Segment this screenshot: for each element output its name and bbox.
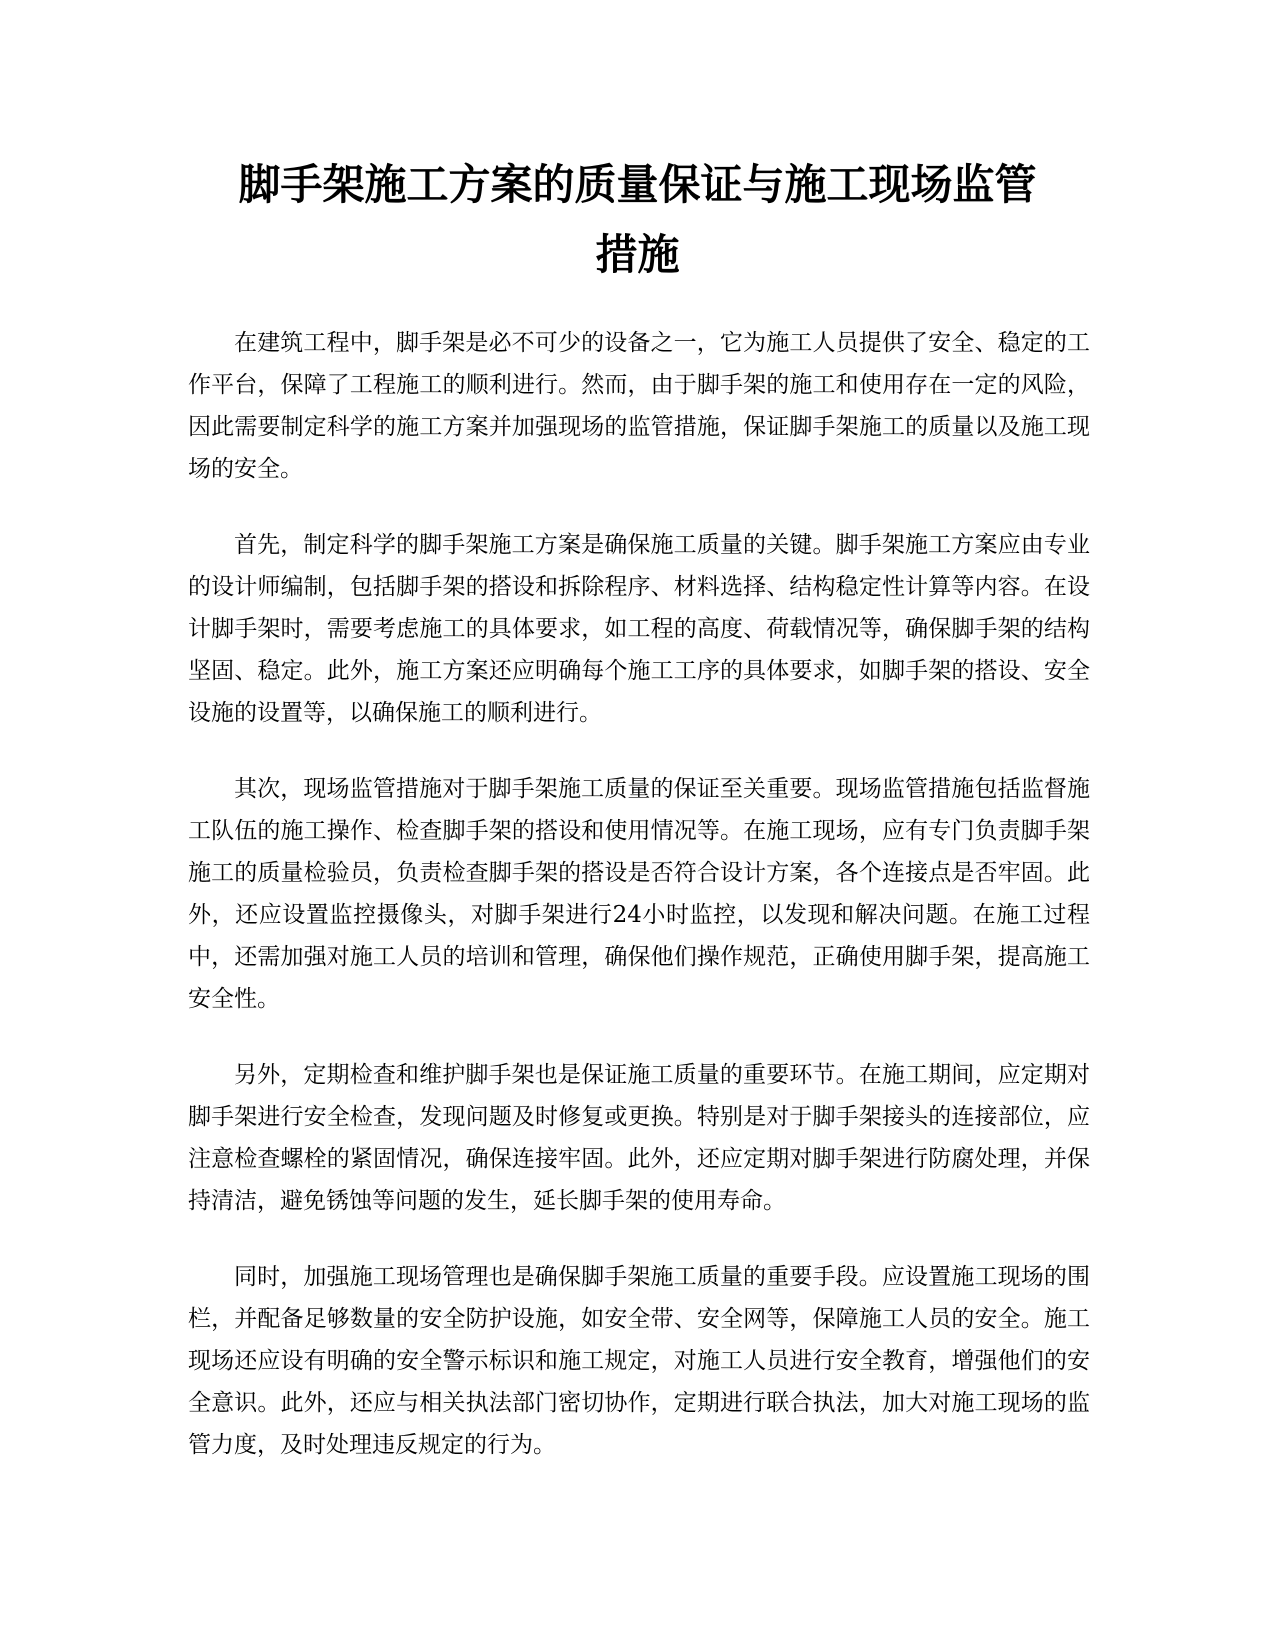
paragraph-construction-plan: 首先，制定科学的脚手架施工方案是确保施工质量的关键。脚手架施工方案应由专业的设计师编制，包括脚手架的搭设和拆除程序、材料选择、结构稳定性计算等内容。在设计脚手架时，需要考虑施工的具体要求，如工程的高度、荷载情况等，确保脚手架的结构坚固、稳定。此外，施工方案还应明确每个施工工序的具体要求，如脚手架的搭设、安全设施的设置等，以确保施工的顺利进行。 [188, 532, 1090, 726]
title-line-1: 脚手架施工方案的质量保证与施工现场监管 [238, 160, 1037, 209]
paragraph-inspection-maintenance: 另外，定期检查和维护脚手架也是保证施工质量的重要环节。在施工期间，应定期对脚手架进行安全检查，发现问题及时修复或更换。特别是对于脚手架接头的连接部位，应注意检查螺栓的紧固情况，确保连接牢固。此外，还应定期对脚手架进行防腐处理，并保持清洁，避免锈蚀等问题的发生，延长脚手架的使用寿命。 [188, 1062, 1090, 1214]
document-body [188, 322, 1090, 1500]
paragraph-site-supervision: 其次，现场监管措施对于脚手架施工质量的保证至关重要。现场监管措施包括监督施工队伍的施工操作、检查脚手架的搭设和使用情况等。在施工现场，应有专门负责脚手架施工的质量检验员，负责检查脚手架的搭设是否符合设计方案，各个连接点是否牢固。此外，还应设置监控摄像头，对脚手架进行24小时监控，以发现和解决问题。在施工过程中，还需加强对施工人员的培训和管理，确保他们操作规范，正确使用脚手架，提高施工安全性。 [188, 776, 1090, 1012]
document-title [185, 150, 1090, 290]
paragraph-intro: 在建筑工程中，脚手架是必不可少的设备之一，它为施工人员提供了安全、稳定的工作平台，保障了工程施工的顺利进行。然而，由于脚手架的施工和使用存在一定的风险，因此需要制定科学的施工方案并加强现场的监管措施，保证脚手架施工的质量以及施工现场的安全。 [188, 330, 1090, 482]
title-line-2: 措施 [595, 230, 680, 279]
paragraph-site-management: 同时，加强施工现场管理也是确保脚手架施工质量的重要手段。应设置施工现场的围栏，并配备足够数量的安全防护设施，如安全带、安全网等，保障施工人员的安全。施工现场还应设有明确的安全警示标识和施工规定，对施工人员进行安全教育，增强他们的安全意识。此外，还应与相关执法部门密切协作，定期进行联合执法，加大对施工现场的监管力度，及时处理违反规定的行为。 [188, 1264, 1090, 1458]
